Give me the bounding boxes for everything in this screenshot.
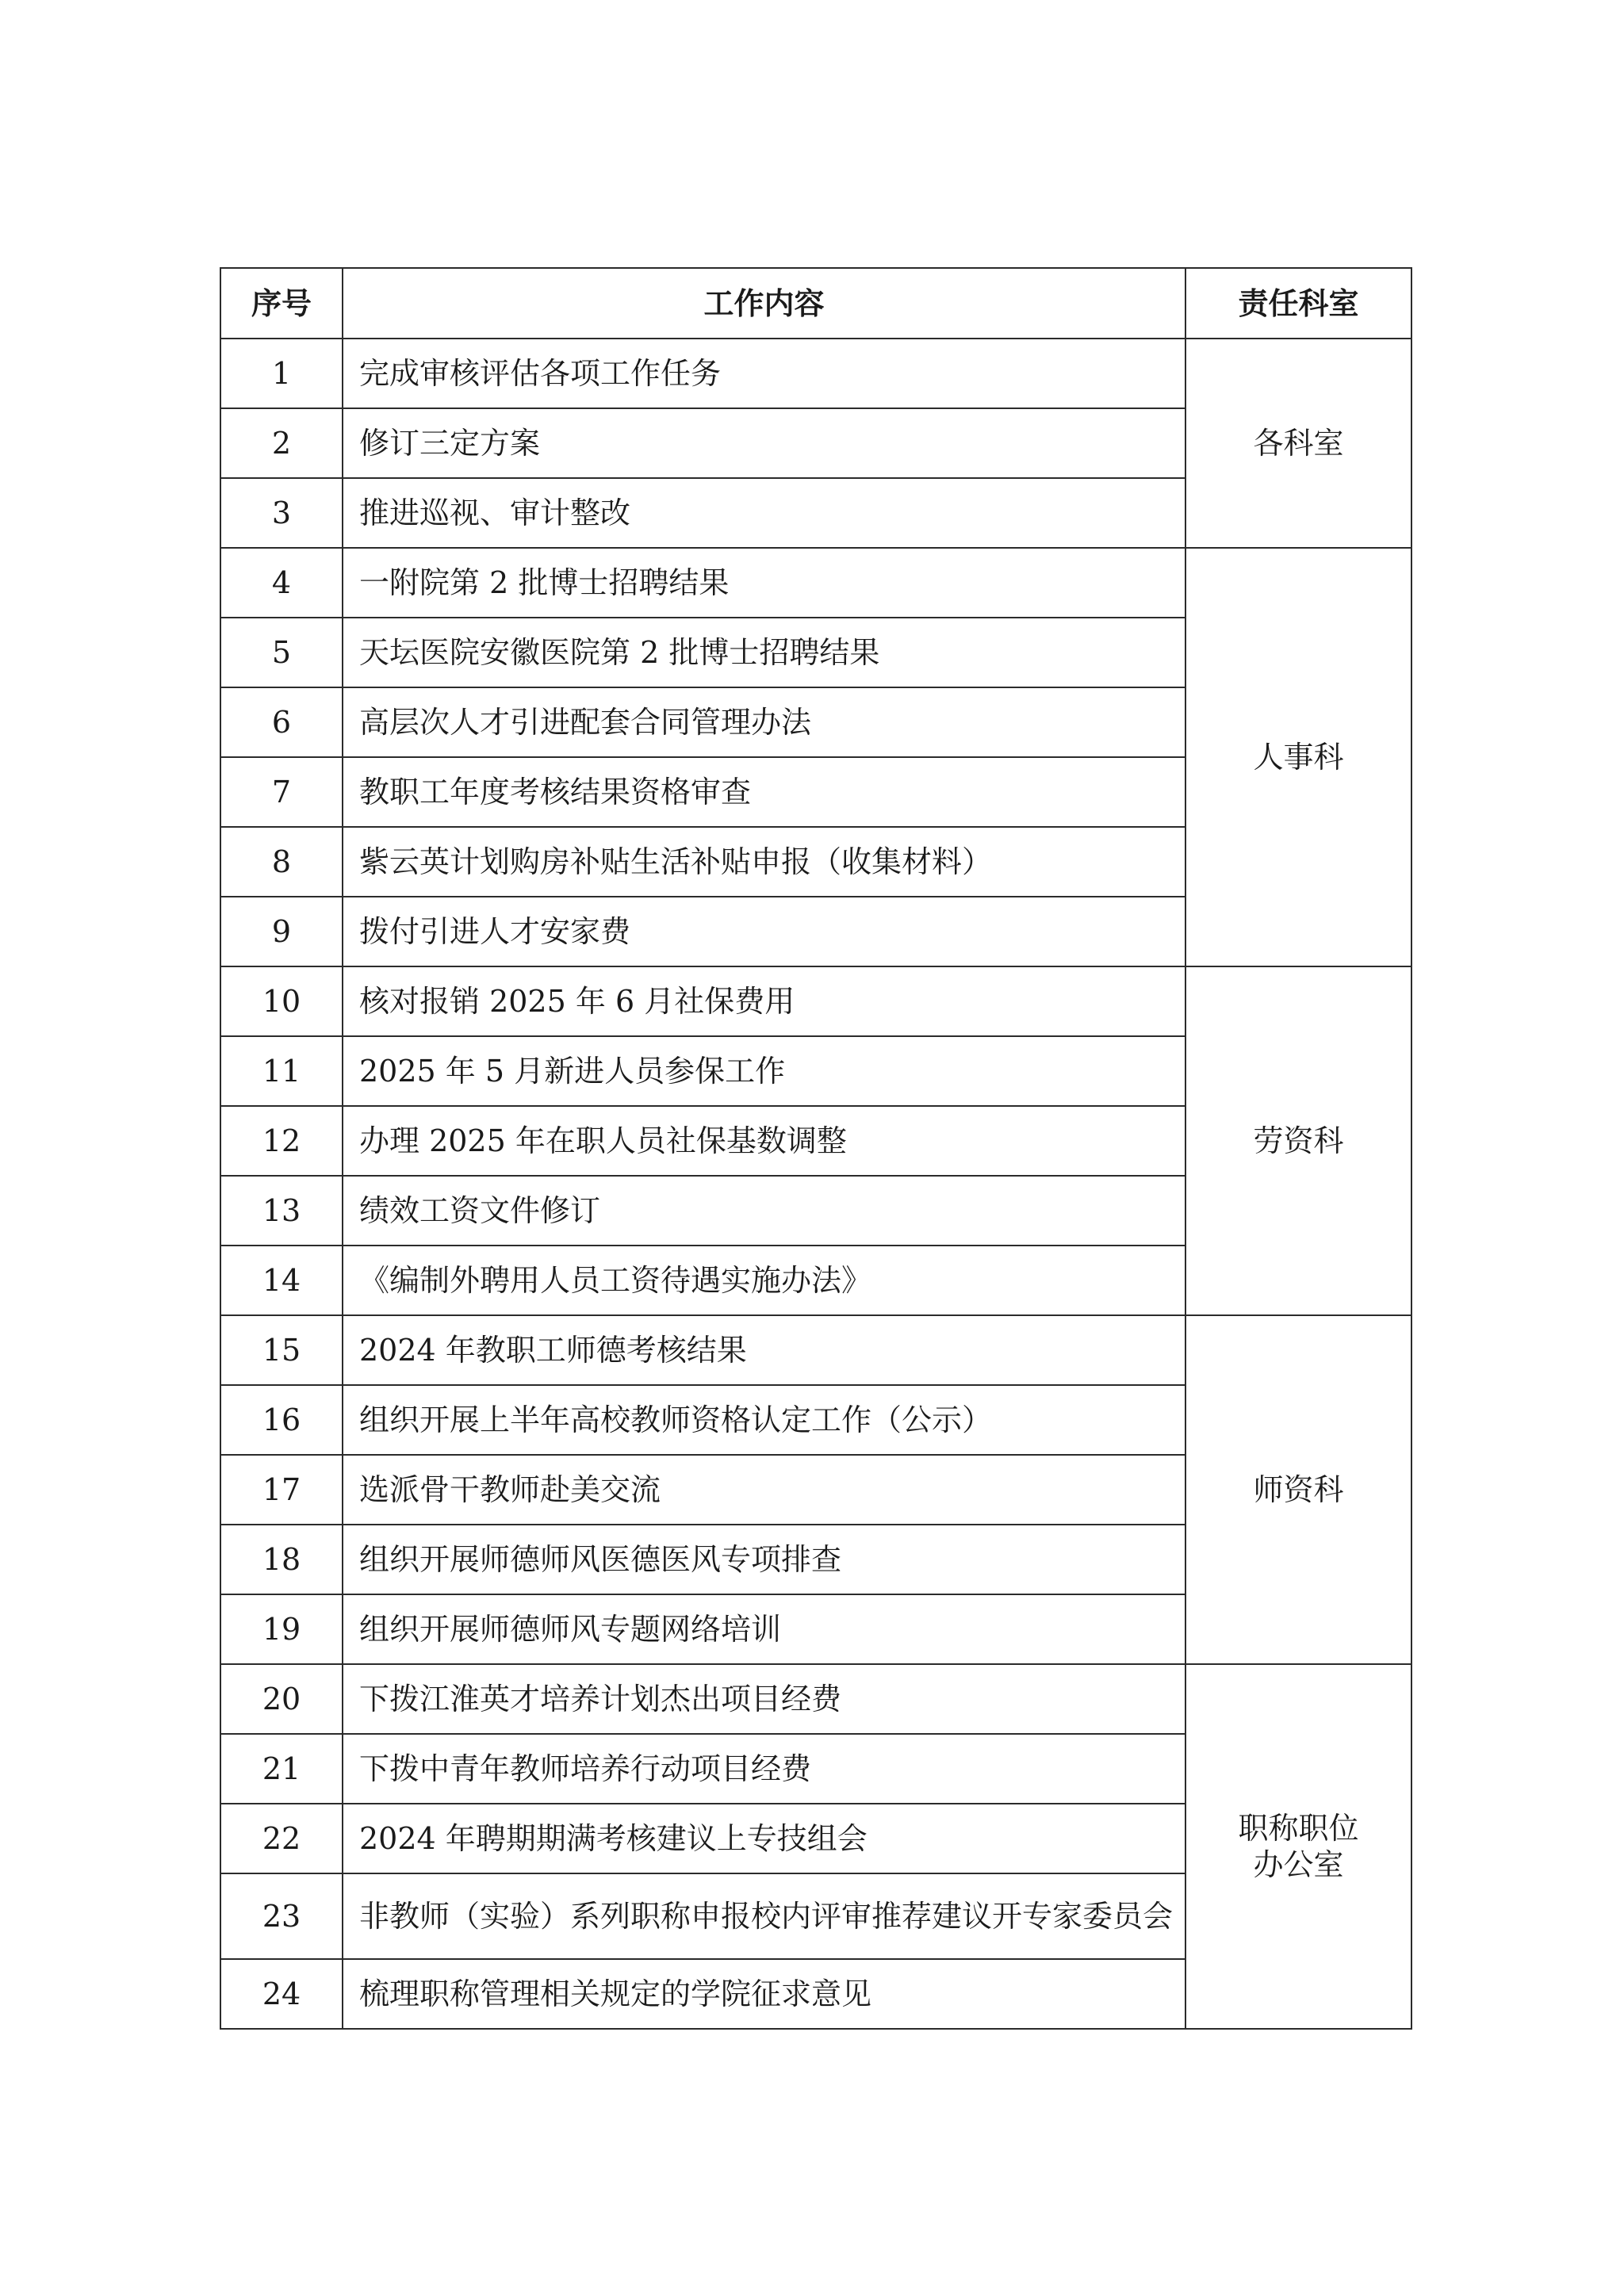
row-number: 20 [220, 1664, 343, 1734]
header-row [220, 268, 1411, 339]
row-content: 组织开展师德师风专题网络培训 [343, 1594, 1185, 1664]
row-content: 梳理职称管理相关规定的学院征求意见 [343, 1959, 1185, 2029]
table-row [220, 339, 1411, 408]
row-content: 紫云英计划购房补贴生活补贴申报（收集材料） [343, 827, 1185, 897]
row-content: 一附院第 2 批博士招聘结果 [343, 548, 1185, 618]
table-row [220, 548, 1411, 618]
row-content: 修订三定方案 [343, 408, 1185, 478]
row-number: 5 [220, 618, 343, 687]
office-line: 办公室 [1253, 1847, 1344, 1882]
row-content: 拨付引进人才安家费 [343, 897, 1185, 966]
row-content: 推进巡视、审计整改 [343, 478, 1185, 548]
work-table [220, 267, 1412, 2030]
row-content: 下拨江淮英才培养计划杰出项目经费 [343, 1664, 1185, 1734]
row-number: 19 [220, 1594, 343, 1664]
row-number: 6 [220, 687, 343, 757]
row-content: 高层次人才引进配套合同管理办法 [343, 687, 1185, 757]
row-content: 教职工年度考核结果资格审查 [343, 757, 1185, 827]
row-number: 13 [220, 1176, 343, 1246]
office-cell [1185, 1664, 1411, 2029]
row-number: 11 [220, 1036, 343, 1106]
row-content: 2024 年教职工师德考核结果 [343, 1315, 1185, 1385]
row-content: 核对报销 2025 年 6 月社保费用 [343, 966, 1185, 1036]
row-content: 绩效工资文件修订 [343, 1176, 1185, 1246]
row-number: 12 [220, 1106, 343, 1176]
row-number: 14 [220, 1246, 343, 1315]
office-line: 职称职位 [1238, 1811, 1359, 1846]
row-number: 10 [220, 966, 343, 1036]
row-content: 办理 2025 年在职人员社保基数调整 [343, 1106, 1185, 1176]
row-number: 3 [220, 478, 343, 548]
table-row [220, 1664, 1411, 1734]
header-serial: 序号 [220, 268, 343, 339]
table-row [220, 966, 1411, 1036]
office-cell: 各科室 [1185, 339, 1411, 548]
row-content: 2025 年 5 月新进人员参保工作 [343, 1036, 1185, 1106]
row-number: 21 [220, 1734, 343, 1804]
row-number: 4 [220, 548, 343, 618]
row-content: 组织开展上半年高校教师资格认定工作（公示） [343, 1385, 1185, 1455]
row-content: 组织开展师德师风医德医风专项排查 [343, 1525, 1185, 1594]
row-number: 1 [220, 339, 343, 408]
office-cell: 劳资科 [1185, 966, 1411, 1315]
row-number: 22 [220, 1804, 343, 1873]
office-cell: 人事科 [1185, 548, 1411, 966]
row-content: 选派骨干教师赴美交流 [343, 1455, 1185, 1525]
row-number: 24 [220, 1959, 343, 2029]
row-content: 完成审核评估各项工作任务 [343, 339, 1185, 408]
row-content: 2024 年聘期期满考核建议上专技组会 [343, 1804, 1185, 1873]
row-number: 8 [220, 827, 343, 897]
row-number: 7 [220, 757, 343, 827]
row-content: 天坛医院安徽医院第 2 批博士招聘结果 [343, 618, 1185, 687]
row-number: 15 [220, 1315, 343, 1385]
row-number: 17 [220, 1455, 343, 1525]
row-content: 非教师（实验）系列职称申报校内评审推荐建议开专家委员会 [343, 1873, 1185, 1959]
row-number: 16 [220, 1385, 343, 1455]
row-content: 《编制外聘用人员工资待遇实施办法》 [343, 1246, 1185, 1315]
row-number: 23 [220, 1873, 343, 1959]
office-cell: 师资科 [1185, 1315, 1411, 1664]
row-number: 18 [220, 1525, 343, 1594]
row-content: 下拨中青年教师培养行动项目经费 [343, 1734, 1185, 1804]
row-number: 2 [220, 408, 343, 478]
header-office: 责任科室 [1185, 268, 1411, 339]
row-number: 9 [220, 897, 343, 966]
table-row [220, 1315, 1411, 1385]
header-content: 工作内容 [343, 268, 1185, 339]
